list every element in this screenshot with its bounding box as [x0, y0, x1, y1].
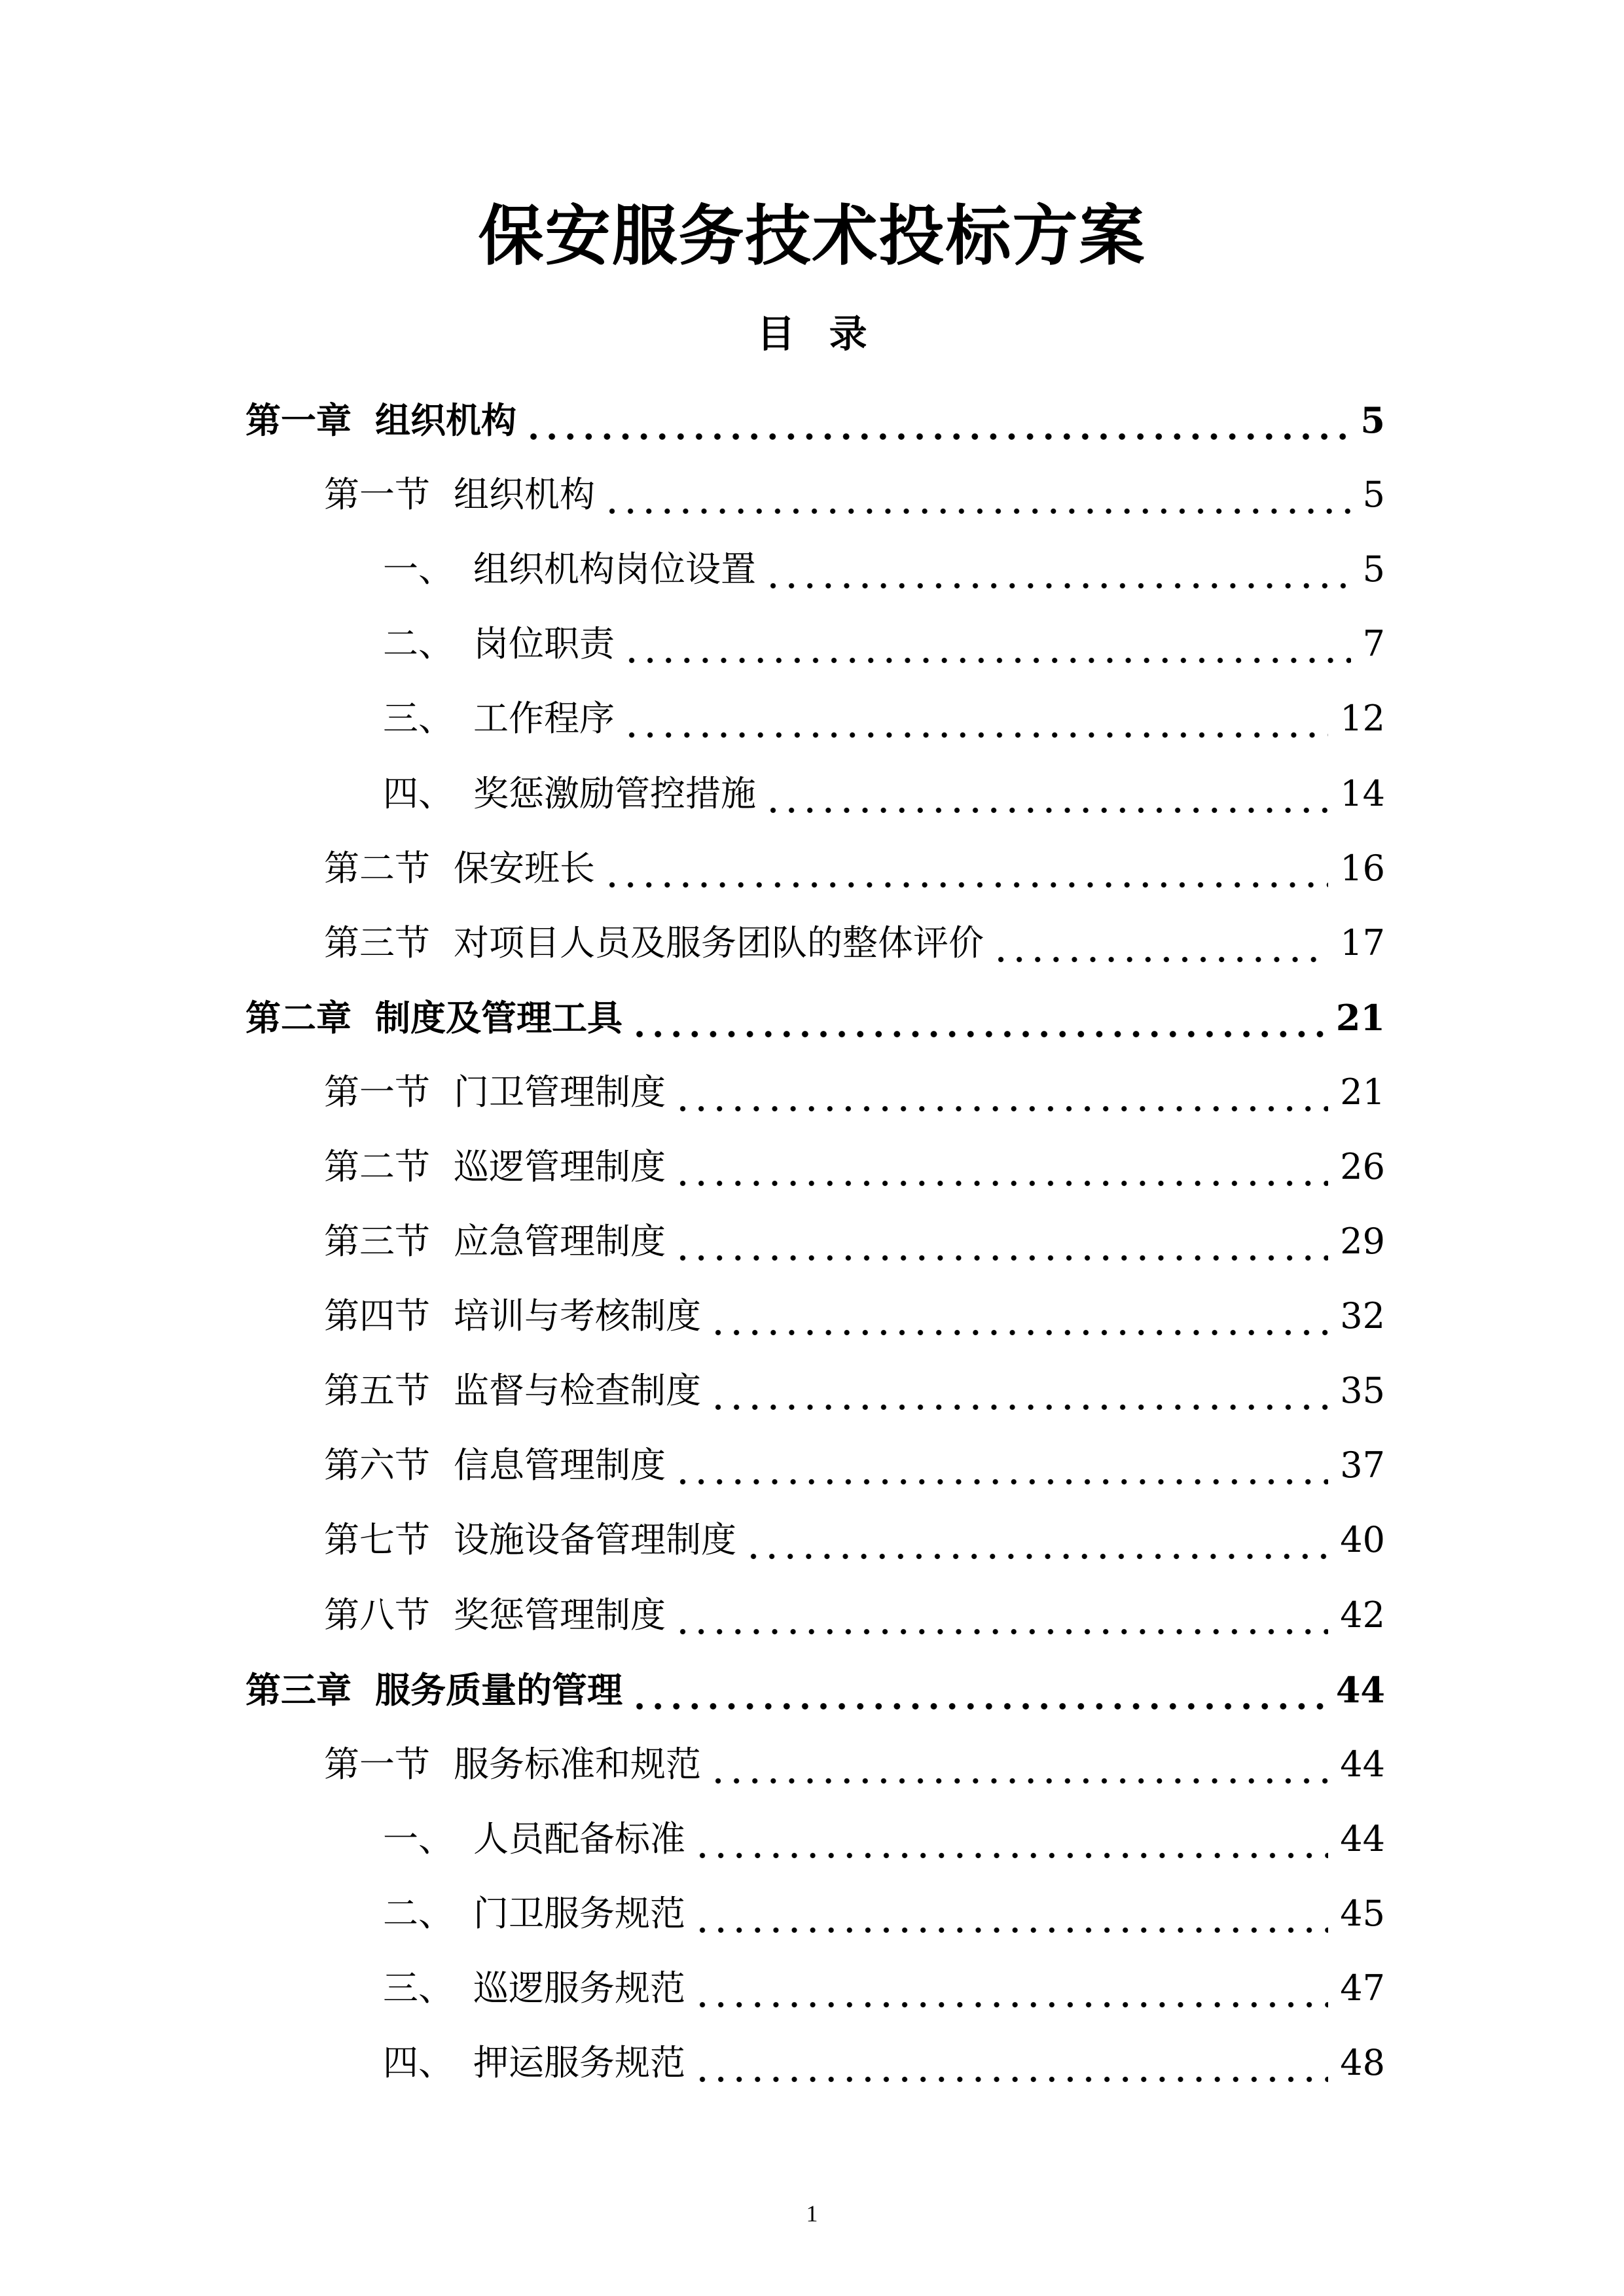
toc-entry-number: 一、 — [383, 548, 454, 590]
toc-entry-page: 42 — [1340, 1594, 1385, 1636]
toc-dot-leader — [744, 1517, 1328, 1563]
toc-dot-leader — [674, 1144, 1328, 1190]
toc-entry-page: 40 — [1340, 1519, 1385, 1561]
toc-entry-subsection[interactable] — [383, 1876, 1385, 1951]
toc-dot-leader — [693, 2040, 1328, 2086]
toc-entry-number: 第一节 — [324, 1743, 430, 1785]
toc-dot-leader — [674, 1219, 1328, 1265]
toc-entry-page: 26 — [1340, 1145, 1385, 1187]
toc-entry-section[interactable] — [324, 1055, 1385, 1130]
toc-entry-section[interactable] — [324, 1354, 1385, 1428]
page-number: 1 — [806, 2200, 818, 2227]
toc-entry-number: 三、 — [383, 1967, 454, 2009]
toc-entry-label: 培训与考核制度 — [454, 1295, 701, 1337]
toc-heading-char: 目 — [757, 312, 795, 356]
toc-entry-label: 服务标准和规范 — [454, 1743, 701, 1785]
toc-entry-number: 第二节 — [324, 1145, 430, 1187]
toc-dot-leader — [623, 621, 1351, 667]
toc-dot-leader — [630, 1667, 1324, 1713]
toc-dot-leader — [603, 472, 1351, 518]
toc-entry-label: 制度及管理工具 — [375, 996, 623, 1039]
toc-entry-subsection[interactable] — [383, 756, 1385, 831]
toc-entry-section[interactable] — [324, 1428, 1385, 1503]
toc-entry-number: 第三节 — [324, 1221, 430, 1263]
toc-dot-leader — [693, 1891, 1328, 1937]
toc-dot-leader — [630, 995, 1324, 1041]
toc-entry-chapter[interactable] — [245, 980, 1385, 1055]
toc-dot-leader — [524, 397, 1348, 443]
toc-entry-label: 工作程序 — [473, 698, 615, 740]
toc-entry-label: 组织机构岗位设置 — [473, 548, 756, 590]
toc-entry-number: 第八节 — [324, 1594, 430, 1636]
toc-entry-page: 7 — [1362, 623, 1385, 665]
toc-entry-subsection[interactable] — [383, 532, 1385, 607]
toc-entry-subsection[interactable] — [383, 681, 1385, 756]
toc-entry-page: 16 — [1340, 847, 1385, 889]
toc-entry-label: 应急管理制度 — [454, 1221, 666, 1263]
toc-entry-label: 对项目人员及服务团队的整体评价 — [454, 922, 984, 963]
document-title: 保安服务技术投标方案 — [478, 197, 1146, 274]
toc-entry-page: 47 — [1340, 1967, 1385, 2009]
toc-entry-page: 29 — [1340, 1221, 1385, 1263]
toc-dot-leader — [693, 1816, 1328, 1862]
toc-entry-section[interactable] — [324, 1130, 1385, 1204]
toc-dot-leader — [709, 1742, 1328, 1787]
toc-entry-number: 第五节 — [324, 1370, 430, 1412]
toc-entry-page: 5 — [1362, 474, 1385, 516]
toc-entry-number: 二、 — [383, 623, 454, 665]
toc-entry-subsection[interactable] — [383, 607, 1385, 681]
toc-entry-number: 第一节 — [324, 474, 430, 516]
toc-entry-page: 21 — [1340, 1071, 1385, 1113]
toc-entry-page: 5 — [1362, 548, 1385, 590]
toc-entry-label: 奖惩管理制度 — [454, 1594, 666, 1636]
toc-entry-section[interactable] — [324, 1503, 1385, 1577]
toc-dot-leader — [764, 547, 1351, 592]
toc-entry-section[interactable] — [324, 1279, 1385, 1354]
toc-heading — [0, 308, 1624, 360]
toc-dot-leader — [674, 1592, 1328, 1638]
toc-entry-page: 17 — [1340, 922, 1385, 963]
toc-entry-page: 45 — [1340, 1892, 1385, 1934]
toc-entry-number: 一、 — [383, 1818, 454, 1859]
toc-dot-leader — [764, 771, 1328, 817]
toc-dot-leader — [992, 920, 1328, 966]
toc-entry-section[interactable] — [324, 1204, 1385, 1279]
toc-entry-page: 35 — [1340, 1370, 1385, 1412]
toc-entry-subsection[interactable] — [383, 1802, 1385, 1876]
toc-entry-number: 第二节 — [324, 847, 430, 889]
toc-entry-label: 人员配备标准 — [473, 1818, 685, 1859]
toc-entry-label: 监督与检查制度 — [454, 1370, 701, 1412]
toc-entry-number: 四、 — [383, 2042, 454, 2084]
toc-entry-label: 服务质量的管理 — [375, 1668, 623, 1711]
toc-entry-label: 巡逻服务规范 — [473, 1967, 685, 2009]
toc-entry-number: 第二章 — [245, 996, 352, 1039]
toc-entry-page: 32 — [1340, 1295, 1385, 1337]
toc-entry-page: 48 — [1340, 2042, 1385, 2084]
toc-entry-label: 岗位职责 — [473, 623, 615, 665]
toc-entry-section[interactable] — [324, 457, 1385, 532]
table-of-contents — [0, 383, 1624, 2100]
toc-dot-leader — [603, 846, 1328, 891]
toc-entry-chapter[interactable] — [245, 1653, 1385, 1727]
toc-heading-char: 录 — [829, 312, 867, 356]
toc-entry-section[interactable] — [324, 1578, 1385, 1653]
toc-entry-section[interactable] — [324, 906, 1385, 980]
toc-entry-number: 三、 — [383, 698, 454, 740]
toc-entry-number: 第三节 — [324, 922, 430, 963]
toc-entry-page: 44 — [1340, 1743, 1385, 1785]
toc-dot-leader — [709, 1293, 1328, 1339]
toc-entry-section[interactable] — [324, 831, 1385, 906]
toc-entry-chapter[interactable] — [245, 383, 1385, 457]
toc-entry-page: 14 — [1340, 772, 1385, 814]
toc-entry-number: 第六节 — [324, 1444, 430, 1486]
toc-dot-leader — [674, 1069, 1328, 1115]
toc-dot-leader — [709, 1368, 1328, 1414]
toc-entry-number: 第七节 — [324, 1519, 430, 1561]
toc-entry-number: 第三章 — [245, 1668, 352, 1711]
toc-entry-page: 44 — [1340, 1818, 1385, 1859]
toc-entry-subsection[interactable] — [383, 1951, 1385, 2026]
toc-entry-label: 奖惩激励管控措施 — [473, 772, 756, 814]
toc-entry-label: 信息管理制度 — [454, 1444, 666, 1486]
toc-entry-label: 押运服务规范 — [473, 2042, 685, 2084]
toc-entry-label: 组织机构 — [375, 399, 516, 442]
toc-entry-page: 21 — [1335, 996, 1385, 1039]
toc-entry-page: 37 — [1340, 1444, 1385, 1486]
toc-entry-page: 12 — [1340, 698, 1385, 740]
toc-entry-label: 组织机构 — [454, 474, 595, 516]
toc-dot-leader — [623, 696, 1328, 742]
toc-entry-label: 设施设备管理制度 — [454, 1519, 736, 1561]
toc-entry-label: 巡逻管理制度 — [454, 1145, 666, 1187]
toc-entry-number: 二、 — [383, 1892, 454, 1934]
toc-entry-number: 第一章 — [245, 399, 352, 442]
toc-entry-number: 第一节 — [324, 1071, 430, 1113]
toc-entry-subsection[interactable] — [383, 2026, 1385, 2100]
toc-entry-label: 保安班长 — [454, 847, 595, 889]
toc-entry-page: 44 — [1335, 1668, 1385, 1711]
toc-entry-label: 门卫管理制度 — [454, 1071, 666, 1113]
toc-entry-section[interactable] — [324, 1727, 1385, 1802]
toc-dot-leader — [693, 1965, 1328, 2011]
toc-entry-number: 第四节 — [324, 1295, 430, 1337]
toc-entry-page: 5 — [1360, 399, 1385, 442]
toc-entry-label: 门卫服务规范 — [473, 1892, 685, 1934]
toc-dot-leader — [674, 1443, 1328, 1488]
toc-entry-number: 四、 — [383, 772, 454, 814]
